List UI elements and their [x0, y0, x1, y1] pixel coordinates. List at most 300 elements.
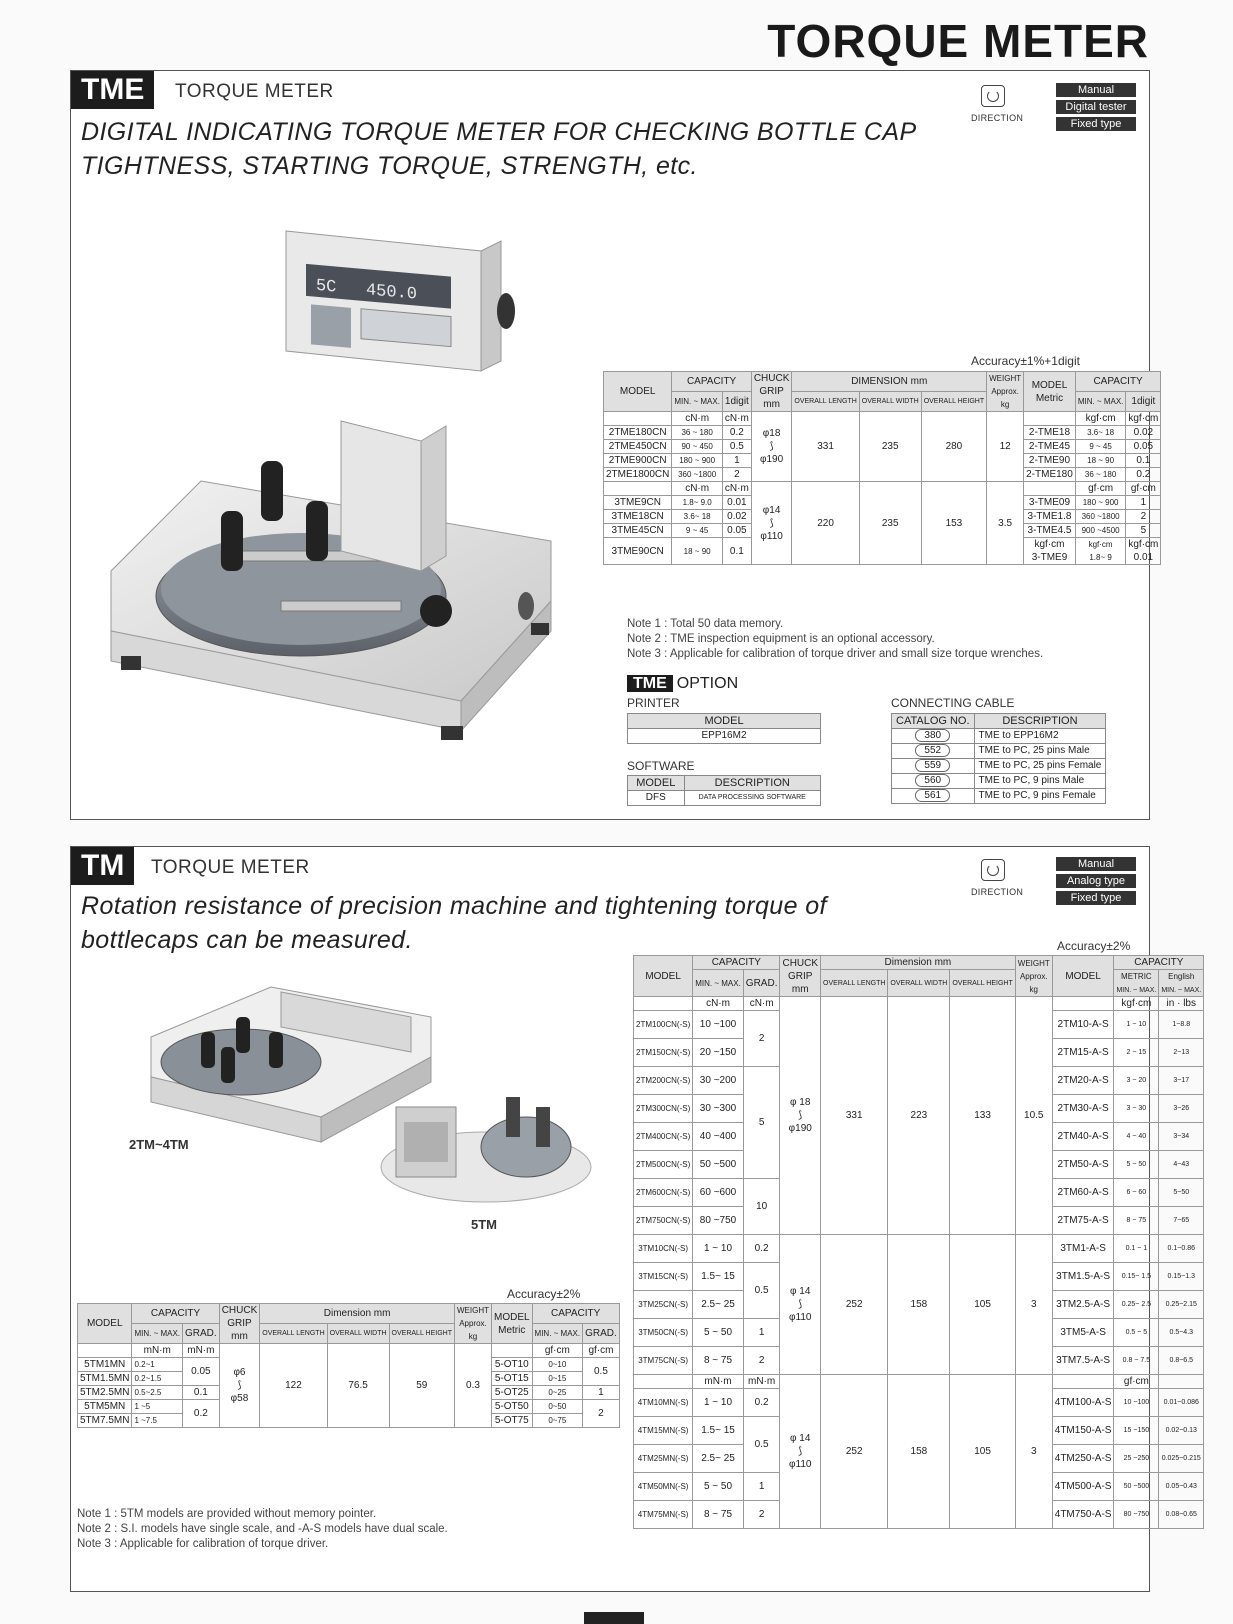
th-capacity-metric: CAPACITY: [532, 1304, 619, 1324]
list-item: [892, 774, 1106, 789]
metric-model-cell: 4TM750-A-S: [1052, 1501, 1114, 1529]
metric-capacity-cell: 25 ~250: [1114, 1445, 1159, 1473]
metric-capacity-cell: 1 ~ 10: [1114, 1011, 1159, 1039]
note-1: Note 1 : Total 50 data memory.: [627, 618, 784, 630]
metric-capacity-cell: 0~10: [532, 1358, 583, 1372]
blank-cell: [634, 1375, 693, 1389]
metric-capacity-cell: 0.5 ~ 5: [1114, 1319, 1159, 1347]
english-capacity-cell: 0.01~0.086: [1159, 1389, 1204, 1417]
th-capacity: CAPACITY: [672, 372, 751, 392]
th-overall-height: OVERALL HEIGHT: [950, 970, 1015, 997]
capacity-cell: 60 ~600: [693, 1179, 744, 1207]
metric-digit-cell: 1: [1126, 496, 1161, 510]
chuck-part: φ 14: [790, 1286, 811, 1297]
weight-cell: 3.5: [987, 482, 1024, 565]
metric-digit-cell: 0.05: [1126, 440, 1161, 454]
digit-cell: 0.05: [722, 524, 751, 538]
th-metric: METRIC: [1121, 972, 1152, 981]
metric-capacity-cell: 10 ~100: [1114, 1389, 1159, 1417]
model-cell: 4TM50MN(-S): [634, 1473, 693, 1501]
digit-cell: 0.02: [722, 510, 751, 524]
weight-cell: 0.3: [454, 1344, 491, 1428]
model-cell: 2TM750CN(-S): [634, 1207, 693, 1235]
th-kg: kg: [1029, 984, 1038, 994]
unit-cell: cN·m: [672, 482, 723, 496]
length-cell: 220: [792, 482, 859, 565]
tme-spec-table: [603, 371, 1161, 565]
th-mm: mm: [763, 399, 780, 410]
note-3: Note 3 : Applicable for calibration of torque driver.: [77, 1538, 329, 1550]
model-cell: 5TM1.5MN: [78, 1372, 132, 1386]
width-cell: 158: [888, 1375, 950, 1529]
unit-cell: mN·m: [132, 1344, 183, 1358]
tm-spec-table: [633, 955, 1204, 1529]
chuck-part: φ110: [789, 1312, 812, 1323]
tme-section: [70, 70, 1159, 820]
unit-cell: gf·cm: [583, 1344, 620, 1358]
list-item: [892, 759, 1106, 774]
th-min-max-english: MIN. ~ MAX.: [1161, 987, 1202, 994]
tm-badge: TM: [71, 847, 134, 885]
capacity-cell: 36 ~ 180: [672, 426, 723, 440]
metric-capacity-cell: 3 ~ 20: [1114, 1067, 1159, 1095]
metric-model-cell: 2TM60-A-S: [1052, 1179, 1114, 1207]
unit-cell: kgf·cm: [1126, 412, 1161, 426]
direction-label: DIRECTION: [971, 887, 1024, 897]
metric-model-cell: 3TM1-A-S: [1052, 1235, 1114, 1263]
model-cell: 3TME18CN: [604, 510, 672, 524]
english-capacity-cell: 0.05~0.43: [1159, 1473, 1204, 1501]
height-cell: 153: [921, 482, 986, 565]
unit-cell: mN·m: [743, 1375, 780, 1389]
note-3: Note 3 : Applicable for calibration of torque driver and small size torque wrenches.: [627, 648, 1044, 660]
grad-cell: 1: [743, 1473, 780, 1501]
th-weight: WEIGHT: [989, 374, 1022, 383]
capacity-cell: 40 ~400: [693, 1123, 744, 1151]
tme-headline-1: DIGITAL INDICATING TORQUE METER FOR CHECKING BOTTLE CAP: [81, 118, 917, 146]
weight-cell: 10.5: [1015, 997, 1052, 1235]
english-capacity-cell: 3~26: [1159, 1095, 1204, 1123]
metric-model-cell: 2TM15-A-S: [1052, 1039, 1114, 1067]
width-cell: 235: [859, 412, 921, 482]
chuck-min: φ14: [762, 504, 781, 516]
metric-model-cell: 3TM1.5-A-S: [1052, 1263, 1114, 1291]
english-capacity-cell: 0.8~6.5: [1159, 1347, 1204, 1375]
model-cell: 2TME450CN: [604, 440, 672, 454]
list-item: [892, 744, 1106, 759]
tm-headline-2: bottlecaps can be measured.: [81, 926, 413, 954]
capacity-cell: 10 ~100: [693, 1011, 744, 1039]
model-cell: 2TM500CN(-S): [634, 1151, 693, 1179]
tm-section: [70, 846, 1202, 1592]
unit-cell: mN·m: [693, 1375, 744, 1389]
length-cell: 331: [821, 997, 888, 1235]
metric-model-cell: 2-TME90: [1024, 454, 1076, 468]
display-right: 450.0: [366, 281, 417, 305]
tag-fixed-type: Fixed type: [1056, 117, 1136, 131]
th-grad: GRAD.: [183, 1324, 220, 1344]
metric-capacity-cell: 360 ~1800: [1075, 510, 1126, 524]
cable-desc: TME to PC, 9 pins Female: [974, 789, 1106, 804]
metric-capacity-cell: 180 ~ 900: [1075, 496, 1126, 510]
height-cell: 280: [921, 412, 986, 482]
list-item: [892, 729, 1106, 744]
tme-device-illustration: [101, 211, 621, 771]
english-capacity-cell: 0.1~0.86: [1159, 1235, 1204, 1263]
english-capacity-cell: 0.025~0.215: [1159, 1445, 1204, 1473]
metric-digit-cell: 0.02: [1126, 426, 1161, 440]
digit-cell: 1: [722, 454, 751, 468]
unit-cell: cN·m: [672, 412, 723, 426]
capacity-cell: 3.6~ 18: [672, 510, 723, 524]
english-capacity-cell: 0.08~0.65: [1159, 1501, 1204, 1529]
model-cell: 5TM2.5MN: [78, 1386, 132, 1400]
metric-model-cell: 4TM150-A-S: [1052, 1417, 1114, 1445]
model-cell: 4TM10MN(-S): [634, 1389, 693, 1417]
metric-capacity-cell: 0~15: [532, 1372, 583, 1386]
blank-cell: [1052, 1375, 1114, 1389]
metric-model-cell: 3TM2.5-A-S: [1052, 1291, 1114, 1319]
english-capacity-cell: 2~13: [1159, 1039, 1204, 1067]
model-cell: 3TME9CN: [604, 496, 672, 510]
unit-cell: kgf·cm: [1034, 539, 1065, 550]
th-capacity: CAPACITY: [132, 1304, 219, 1324]
chuck-max: φ58: [230, 1393, 249, 1404]
height-cell: 105: [950, 1375, 1015, 1529]
th-grad-metric: GRAD.: [583, 1324, 620, 1344]
list-item: [892, 789, 1106, 804]
note-2: Note 2 : TME inspection equipment is an optional accessory.: [627, 633, 935, 645]
th-min-max-metric: MIN. ~ MAX.: [532, 1324, 583, 1344]
model-cell: 3TM75CN(-S): [634, 1347, 693, 1375]
th-kg: kg: [468, 1332, 478, 1341]
capacity-cell: 1 ~5: [132, 1400, 183, 1414]
metric-model-cell: 2-TME180: [1024, 468, 1076, 482]
small-accuracy: Accuracy±2%: [507, 1287, 581, 1301]
metric-capacity-cell: 0~25: [532, 1386, 583, 1400]
capacity-cell: 30 ~300: [693, 1095, 744, 1123]
th-chuck: CHUCK: [782, 957, 819, 969]
printer-model-head: MODEL: [628, 714, 821, 729]
english-capacity-cell: 0.02~0.13: [1159, 1417, 1204, 1445]
height-cell: 59: [389, 1344, 454, 1428]
digit-cell: 0.2: [722, 426, 751, 440]
page-tab: [584, 1612, 644, 1624]
chuck-part: φ190: [788, 1123, 812, 1134]
english-capacity-cell: 3~34: [1159, 1123, 1204, 1151]
software-model-head: MODEL: [628, 776, 685, 791]
th-min-max: MIN. ~ MAX.: [693, 970, 744, 997]
th-min-max: MIN. ~ MAX.: [132, 1324, 183, 1344]
metric-model-cell: 3-TME4.5: [1024, 524, 1076, 538]
table-row: [634, 1235, 1204, 1263]
capacity-cell: 2.5~ 25: [693, 1291, 744, 1319]
th-overall-height: OVERALL HEIGHT: [389, 1324, 454, 1344]
capacity-cell: 1.5~ 15: [693, 1417, 744, 1445]
metric-model-cell: 5-OT75: [491, 1414, 532, 1428]
english-capacity-cell: 5~50: [1159, 1179, 1204, 1207]
tme-badge: TME: [71, 71, 154, 109]
th-1digit: 1digit: [722, 392, 751, 412]
th-min-max: MIN. ~ MAX.: [672, 392, 723, 412]
capacity-cell: 5 ~ 50: [693, 1473, 744, 1501]
length-cell: 252: [821, 1235, 888, 1375]
english-capacity-cell: 4~43: [1159, 1151, 1204, 1179]
model-cell: 2TME1800CN: [604, 468, 672, 482]
metric-model-cell: 4TM100-A-S: [1052, 1389, 1114, 1417]
metric-model-cell: 2TM30-A-S: [1052, 1095, 1114, 1123]
metric-grad-cell: 1: [583, 1386, 620, 1400]
chuck-sep: ⟆: [769, 517, 774, 529]
metric-capacity-cell: 8 ~ 75: [1114, 1207, 1159, 1235]
5tm-spec-table: [77, 1303, 620, 1428]
th-grip: GRIP: [759, 386, 784, 397]
metric-capacity-cell: 80 ~750: [1114, 1501, 1159, 1529]
model-cell: 4TM75MN(-S): [634, 1501, 693, 1529]
model-cell: 4TM15MN(-S): [634, 1417, 693, 1445]
th-capacity: CAPACITY: [693, 956, 780, 970]
capacity-cell: 90 ~ 450: [672, 440, 723, 454]
capacity-cell: 0.2~1: [132, 1358, 183, 1372]
metric-model-cell: 5-OT50: [491, 1400, 532, 1414]
tme-option-title: [627, 675, 738, 693]
metric-capacity-cell: 900 ~4500: [1075, 524, 1126, 538]
unit-cell: kgf·cm: [1114, 997, 1159, 1011]
metric-capacity-cell: 0.25~ 2.5: [1114, 1291, 1159, 1319]
th-mm: mm: [231, 1331, 248, 1342]
th-capacity-right: CAPACITY: [1114, 956, 1204, 970]
model-cell: 3TM10CN(-S): [634, 1235, 693, 1263]
chuck-cell: [780, 1375, 821, 1529]
software-desc: DATA PROCESSING SOFTWARE: [684, 791, 820, 806]
printer-model: EPP16M2: [628, 729, 821, 744]
capacity-cell: 1.8~ 9.0: [672, 496, 723, 510]
unit-cell: cN·m: [693, 997, 744, 1011]
english-capacity-cell: 1~8.8: [1159, 1011, 1204, 1039]
grad-cell: 2: [743, 1011, 780, 1067]
unit-cell: gf·cm: [1126, 482, 1161, 496]
th-dimension: Dimension mm: [260, 1304, 455, 1324]
tme-subtitle: TORQUE METER: [175, 81, 334, 102]
model-cell: 3TM25CN(-S): [634, 1291, 693, 1319]
capacity-cell: 1 ~ 10: [693, 1389, 744, 1417]
th-approx: Approx.: [991, 387, 1019, 396]
metric-grad-cell: 0.5: [583, 1358, 620, 1386]
th-approx: Approx.: [1019, 971, 1048, 981]
capacity-cell: 0.2~1.5: [132, 1372, 183, 1386]
th-model-right: MODEL: [1052, 956, 1114, 997]
height-cell: 133: [950, 997, 1015, 1235]
tm-headline-1: Rotation resistance of precision machine and tightening torque of: [81, 892, 827, 920]
catalog-no: 560: [915, 774, 950, 787]
cable-table: [891, 713, 1106, 804]
direction-icon: [981, 85, 1005, 107]
metric-capacity-cell: 0.8 ~ 7.5: [1114, 1347, 1159, 1375]
unit-cell: cN·m: [722, 412, 751, 426]
model-cell: 3TME45CN: [604, 524, 672, 538]
model-cell: 2TM100CN(-S): [634, 1011, 693, 1039]
th-overall-width: OVERALL WIDTH: [888, 970, 950, 997]
chuck-cell: [780, 1235, 821, 1375]
metric-digit-cell: 0.2: [1126, 468, 1161, 482]
model-cell: 3TME90CN: [604, 538, 672, 565]
blank-cell: [634, 997, 693, 1011]
software-model: DFS: [628, 791, 685, 806]
metric-model-cell: 2TM10-A-S: [1052, 1011, 1114, 1039]
chuck-part: ⟆: [798, 1446, 803, 1457]
english-capacity-cell: 7~65: [1159, 1207, 1204, 1235]
metric-model-cell: 3TM5-A-S: [1052, 1319, 1114, 1347]
digit-cell: 2: [722, 468, 751, 482]
th-min-max-metric: MIN. ~ MAX.: [1116, 987, 1157, 994]
catalog-no: 561: [915, 789, 950, 802]
printer-table: [627, 713, 821, 744]
capacity-cell: 8 ~ 75: [693, 1347, 744, 1375]
th-chuck: CHUCK: [753, 373, 790, 384]
metric-digit-cell: 0.01: [1133, 552, 1154, 563]
chuck-part: φ110: [789, 1459, 812, 1470]
unit-cell: kgf·cm: [1075, 412, 1126, 426]
grad-cell: 10: [743, 1179, 780, 1235]
metric-model-cell: 2TM20-A-S: [1052, 1067, 1114, 1095]
th-dimension: Dimension mm: [821, 956, 1016, 970]
photo-label-2tm-4tm: 2TM~4TM: [129, 1137, 189, 1152]
chuck-max: φ110: [760, 530, 783, 542]
cable-desc-head: DESCRIPTION: [974, 714, 1106, 729]
chuck-sep: ⟆: [769, 441, 774, 452]
metric-model-cell: 3-TME1.8: [1024, 510, 1076, 524]
digit-cell: 0.1: [722, 538, 751, 565]
th-min-max-metric: MIN. ~ MAX.: [1075, 392, 1126, 412]
model-cell: 2TME900CN: [604, 454, 672, 468]
chuck-part: φ 18: [790, 1097, 811, 1108]
th-grip: GRIP: [788, 970, 813, 982]
metric-capacity-cell: 5 ~ 50: [1114, 1151, 1159, 1179]
english-capacity-cell: 0.5~4.3: [1159, 1319, 1204, 1347]
model-cell: 3TM15CN(-S): [634, 1263, 693, 1291]
metric-model-cell: 4TM500-A-S: [1052, 1473, 1114, 1501]
length-cell: 331: [792, 412, 859, 482]
unit-cell: gf·cm: [1114, 1375, 1159, 1389]
note-1: Note 1 : 5TM models are provided without memory pointer.: [77, 1508, 377, 1520]
th-overall-height: OVERALL HEIGHT: [921, 392, 986, 412]
catalog-no: 380: [915, 729, 950, 742]
capacity-cell: 360 ~1800: [672, 468, 723, 482]
capacity-cell: 0.5~2.5: [132, 1386, 183, 1400]
model-cell: 2TM400CN(-S): [634, 1123, 693, 1151]
capacity-cell: 80 ~750: [693, 1207, 744, 1235]
grad-cell: 0.5: [743, 1417, 780, 1473]
length-cell: 252: [821, 1375, 888, 1529]
th-chuck: CHUCK: [221, 1305, 258, 1316]
metric-digit-cell: 0.1: [1126, 454, 1161, 468]
metric-model-cell: 5-OT15: [491, 1372, 532, 1386]
height-cell: 105: [950, 1235, 1015, 1375]
grad-cell: 0.2: [743, 1389, 780, 1417]
cable-desc: TME to PC, 9 pins Male: [974, 774, 1106, 789]
metric-model-cell: 3TM7.5-A-S: [1052, 1347, 1114, 1375]
capacity-cell: 20 ~150: [693, 1039, 744, 1067]
unit-cell: gf·cm: [1075, 482, 1126, 496]
catalog-no: 559: [915, 759, 950, 772]
unit-cell: gf·cm: [532, 1344, 583, 1358]
direction-icon: [981, 859, 1005, 881]
tag-fixed-type: Fixed type: [1056, 891, 1136, 905]
unit-cell: cN·m: [722, 482, 751, 496]
metric-capacity-cell: 6 ~ 60: [1114, 1179, 1159, 1207]
chuck-min: φ18: [762, 428, 781, 439]
tag-manual: Manual: [1056, 83, 1136, 97]
cable-cat-head: CATALOG NO.: [892, 714, 975, 729]
grad-cell: 0.1: [183, 1386, 220, 1400]
chuck-sep: ⟆: [237, 1380, 242, 1391]
th-metric: Metric: [1035, 392, 1064, 404]
tm-subtitle: TORQUE METER: [151, 857, 310, 878]
length-cell: 122: [260, 1344, 327, 1428]
tag-analog-type: Analog type: [1056, 874, 1136, 888]
th-approx: Approx.: [459, 1319, 487, 1328]
metric-capacity-cell: 3.6~ 18: [1075, 426, 1126, 440]
metric-capacity-cell: 18 ~ 90: [1075, 454, 1126, 468]
english-capacity-cell: 0.15~1.3: [1159, 1263, 1204, 1291]
th-model: MODEL: [604, 372, 672, 412]
metric-capacity-cell: 0~75: [532, 1414, 583, 1428]
th-model: MODEL: [634, 956, 693, 997]
note-2: Note 2 : S.I. models have single scale, and -A-S models have dual scale.: [77, 1523, 448, 1535]
unit-cell: [1159, 1375, 1204, 1389]
metric-capacity-cell: 50 ~500: [1114, 1473, 1159, 1501]
th-kg: kg: [1000, 400, 1010, 409]
metric-model-cell: 3-TME09: [1024, 496, 1076, 510]
tag-digital-tester: Digital tester: [1056, 100, 1136, 114]
model-cell: 5TM7.5MN: [78, 1414, 132, 1428]
metric-model-cell: 2TM50-A-S: [1052, 1151, 1114, 1179]
th-1digit-metric: 1digit: [1126, 392, 1161, 412]
metric-capacity-cell: 36 ~ 180: [1075, 468, 1126, 482]
grad-cell: 2: [743, 1347, 780, 1375]
th-metric: Metric: [498, 1324, 526, 1336]
metric-digit-cell: 5: [1126, 524, 1161, 538]
unit-cell: mN·m: [183, 1344, 220, 1358]
capacity-cell: 30 ~200: [693, 1067, 744, 1095]
model-cell: 2TM600CN(-S): [634, 1179, 693, 1207]
th-weight: WEIGHT: [456, 1306, 489, 1315]
th-overall-width: OVERALL WIDTH: [327, 1324, 389, 1344]
capacity-cell: 2.5~ 25: [693, 1445, 744, 1473]
5tm-device-illustration: [376, 1067, 596, 1207]
metric-model-cell: 2TM75-A-S: [1052, 1207, 1114, 1235]
capacity-cell: 1 ~7.5: [132, 1414, 183, 1428]
metric-model-cell: 5-OT10: [491, 1358, 532, 1372]
th-overall-length: OVERALL LENGTH: [821, 970, 888, 997]
metric-capacity-cell: 0.15~ 1.5: [1114, 1263, 1159, 1291]
th-grad: GRAD.: [743, 970, 780, 997]
metric-model-cell: 4TM250-A-S: [1052, 1445, 1114, 1473]
grad-cell: 0.2: [743, 1235, 780, 1263]
software-label: SOFTWARE: [627, 759, 695, 773]
tme-headline-2: TIGHTNESS, STARTING TORQUE, STRENGTH, etc.: [81, 152, 698, 180]
model-cell: 5TM5MN: [78, 1400, 132, 1414]
grad-cell: 1: [743, 1319, 780, 1347]
option-badge: TME: [627, 675, 673, 692]
metric-model-cell: 2-TME45: [1024, 440, 1076, 454]
chuck-cell: [780, 997, 821, 1235]
chuck-min: φ6: [233, 1367, 246, 1378]
printer-label: PRINTER: [627, 696, 680, 710]
metric-model-cell: 3-TME9: [1031, 552, 1068, 563]
width-cell: 223: [888, 997, 950, 1235]
th-weight: WEIGHT: [1017, 958, 1050, 968]
